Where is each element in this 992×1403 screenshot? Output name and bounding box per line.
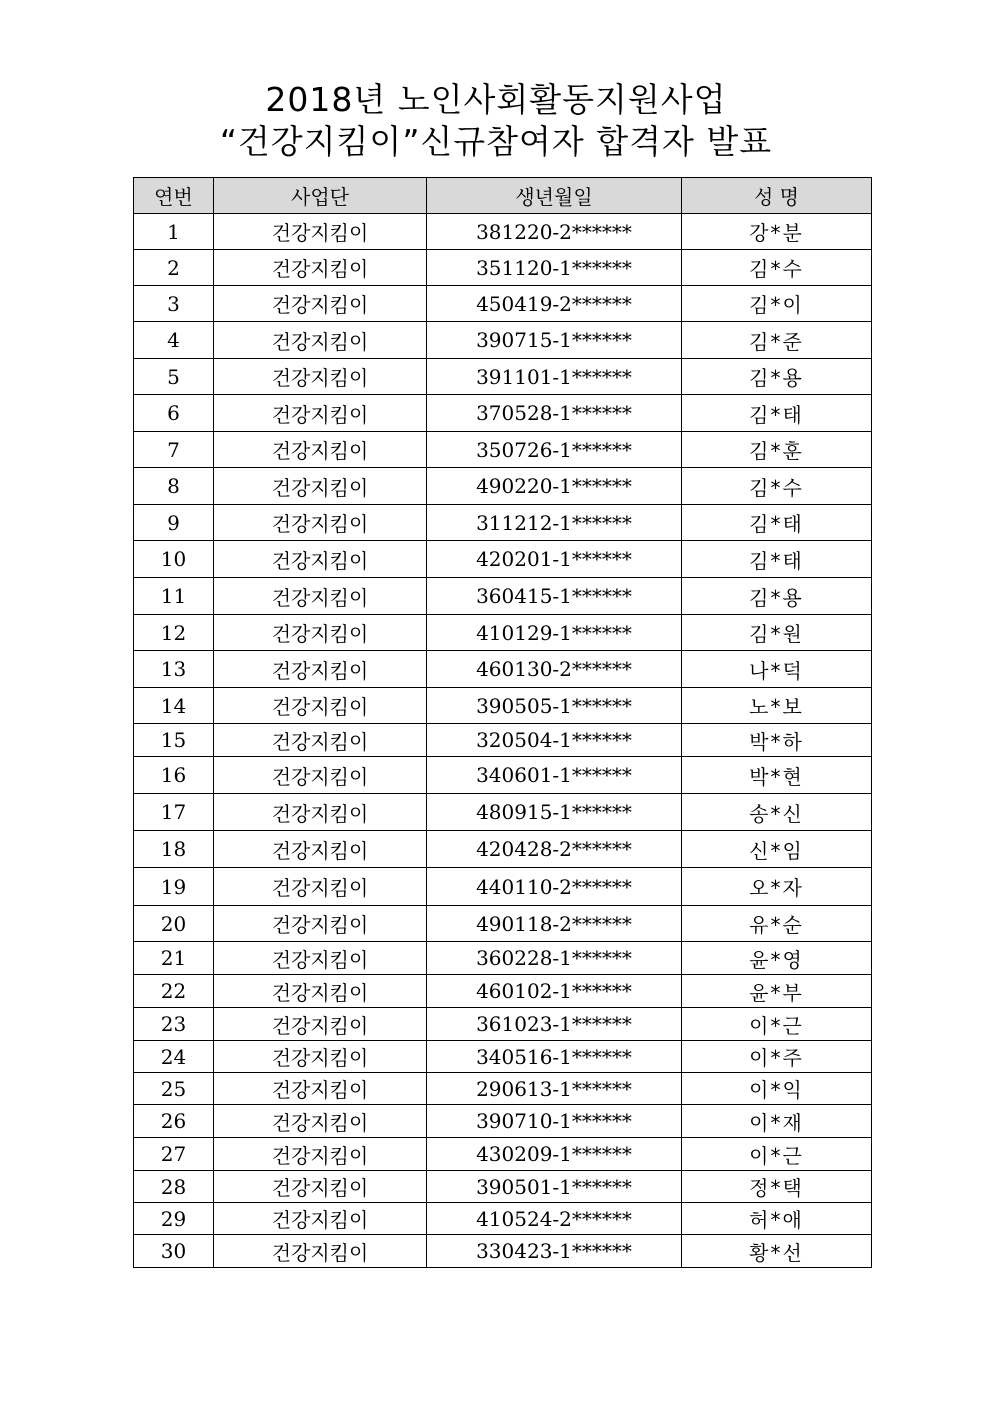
cell-program: 건강지킴이 (214, 1235, 427, 1268)
table-row (134, 794, 872, 831)
table-row (134, 286, 872, 322)
cell-name: 이*근 (682, 1138, 872, 1171)
table-row (134, 322, 872, 359)
cell-serial-number: 29 (134, 1203, 214, 1235)
cell-program: 건강지킴이 (214, 724, 427, 757)
cell-birthdate: 390715-1****** (427, 322, 682, 359)
cell-serial-number: 2 (134, 250, 214, 286)
cell-birthdate: 330423-1****** (427, 1235, 682, 1268)
table-row (134, 1041, 872, 1073)
cell-serial-number: 25 (134, 1073, 214, 1105)
cell-name: 이*근 (682, 1008, 872, 1041)
cell-program: 건강지킴이 (214, 1073, 427, 1105)
table-row (134, 975, 872, 1008)
cell-birthdate: 360415-1****** (427, 578, 682, 615)
cell-serial-number: 12 (134, 615, 214, 651)
cell-serial-number: 23 (134, 1008, 214, 1041)
document-title-line-2: “건강지킴이”신규참여자 합격자 발표 (219, 122, 773, 161)
document-title-line-1: 2018년 노인사회활동지원사업 (265, 80, 727, 119)
cell-serial-number: 13 (134, 651, 214, 688)
cell-birthdate: 381220-2****** (427, 214, 682, 250)
cell-serial-number: 24 (134, 1041, 214, 1073)
cell-name: 김*수 (682, 468, 872, 505)
cell-program: 건강지킴이 (214, 1041, 427, 1073)
cell-name: 김*수 (682, 250, 872, 286)
cell-serial-number: 21 (134, 942, 214, 975)
cell-program: 건강지킴이 (214, 468, 427, 505)
cell-serial-number: 7 (134, 432, 214, 468)
cell-serial-number: 26 (134, 1105, 214, 1138)
cell-name: 윤*영 (682, 942, 872, 975)
cell-birthdate: 430209-1****** (427, 1138, 682, 1171)
header-program: 사업단 (214, 178, 427, 214)
table-row (134, 906, 872, 942)
cell-program: 건강지킴이 (214, 1138, 427, 1171)
table-row (134, 432, 872, 468)
cell-name: 이*주 (682, 1041, 872, 1073)
cell-serial-number: 16 (134, 757, 214, 794)
cell-program: 건강지킴이 (214, 615, 427, 651)
cell-name: 오*자 (682, 868, 872, 906)
cell-program: 건강지킴이 (214, 250, 427, 286)
table-row (134, 468, 872, 505)
table-row (134, 615, 872, 651)
cell-serial-number: 11 (134, 578, 214, 615)
cell-program: 건강지킴이 (214, 975, 427, 1008)
cell-birthdate: 340601-1****** (427, 757, 682, 794)
cell-birthdate: 460102-1****** (427, 975, 682, 1008)
cell-name: 김*태 (682, 541, 872, 578)
table-row (134, 1171, 872, 1203)
cell-birthdate: 440110-2****** (427, 868, 682, 906)
cell-program: 건강지킴이 (214, 757, 427, 794)
cell-name: 이*재 (682, 1105, 872, 1138)
cell-serial-number: 8 (134, 468, 214, 505)
cell-serial-number: 1 (134, 214, 214, 250)
cell-program: 건강지킴이 (214, 214, 427, 250)
cell-name: 나*덕 (682, 651, 872, 688)
table-row (134, 1008, 872, 1041)
cell-serial-number: 10 (134, 541, 214, 578)
cell-name: 강*분 (682, 214, 872, 250)
cell-birthdate: 410524-2****** (427, 1203, 682, 1235)
table-row (134, 541, 872, 578)
cell-birthdate: 391101-1****** (427, 359, 682, 395)
cell-birthdate: 420428-2****** (427, 831, 682, 868)
table-header (134, 178, 872, 214)
table-row (134, 1105, 872, 1138)
cell-birthdate: 351120-1****** (427, 250, 682, 286)
table-row (134, 942, 872, 975)
cell-birthdate: 361023-1****** (427, 1008, 682, 1041)
cell-birthdate: 460130-2****** (427, 651, 682, 688)
cell-name: 박*하 (682, 724, 872, 757)
table-row (134, 1235, 872, 1268)
cell-birthdate: 320504-1****** (427, 724, 682, 757)
cell-program: 건강지킴이 (214, 359, 427, 395)
cell-birthdate: 420201-1****** (427, 541, 682, 578)
cell-name: 이*익 (682, 1073, 872, 1105)
cell-birthdate: 490118-2****** (427, 906, 682, 942)
cell-name: 박*현 (682, 757, 872, 794)
table-row (134, 1073, 872, 1105)
cell-name: 윤*부 (682, 975, 872, 1008)
cell-program: 건강지킴이 (214, 942, 427, 975)
cell-name: 김*태 (682, 395, 872, 432)
cell-program: 건강지킴이 (214, 1203, 427, 1235)
cell-program: 건강지킴이 (214, 505, 427, 541)
cell-birthdate: 311212-1****** (427, 505, 682, 541)
cell-name: 김*훈 (682, 432, 872, 468)
cell-serial-number: 20 (134, 906, 214, 942)
cell-program: 건강지킴이 (214, 1008, 427, 1041)
cell-serial-number: 14 (134, 688, 214, 724)
cell-program: 건강지킴이 (214, 868, 427, 906)
cell-name: 김*준 (682, 322, 872, 359)
cell-program: 건강지킴이 (214, 578, 427, 615)
cell-serial-number: 22 (134, 975, 214, 1008)
cell-serial-number: 28 (134, 1171, 214, 1203)
table-body (134, 214, 872, 1268)
cell-program: 건강지킴이 (214, 651, 427, 688)
cell-program: 건강지킴이 (214, 906, 427, 942)
cell-birthdate: 360228-1****** (427, 942, 682, 975)
cell-program: 건강지킴이 (214, 322, 427, 359)
cell-serial-number: 5 (134, 359, 214, 395)
cell-birthdate: 390710-1****** (427, 1105, 682, 1138)
table-row (134, 214, 872, 250)
cell-name: 송*신 (682, 794, 872, 831)
cell-serial-number: 6 (134, 395, 214, 432)
cell-birthdate: 480915-1****** (427, 794, 682, 831)
cell-serial-number: 27 (134, 1138, 214, 1171)
cell-serial-number: 17 (134, 794, 214, 831)
cell-serial-number: 9 (134, 505, 214, 541)
cell-program: 건강지킴이 (214, 1105, 427, 1138)
cell-serial-number: 19 (134, 868, 214, 906)
cell-serial-number: 15 (134, 724, 214, 757)
cell-name: 김*이 (682, 286, 872, 322)
cell-birthdate: 350726-1****** (427, 432, 682, 468)
table-row (134, 359, 872, 395)
table-row (134, 505, 872, 541)
cell-program: 건강지킴이 (214, 794, 427, 831)
cell-program: 건강지킴이 (214, 286, 427, 322)
cell-name: 김*용 (682, 359, 872, 395)
cell-program: 건강지킴이 (214, 1171, 427, 1203)
cell-name: 황*선 (682, 1235, 872, 1268)
cell-program: 건강지킴이 (214, 395, 427, 432)
cell-birthdate: 390501-1****** (427, 1171, 682, 1203)
cell-birthdate: 390505-1****** (427, 688, 682, 724)
cell-serial-number: 18 (134, 831, 214, 868)
header-name: 성 명 (682, 178, 872, 214)
cell-serial-number: 3 (134, 286, 214, 322)
cell-name: 김*원 (682, 615, 872, 651)
table-row (134, 831, 872, 868)
cell-program: 건강지킴이 (214, 432, 427, 468)
cell-birthdate: 450419-2****** (427, 286, 682, 322)
table-row (134, 250, 872, 286)
table-row (134, 651, 872, 688)
cell-serial-number: 4 (134, 322, 214, 359)
cell-program: 건강지킴이 (214, 541, 427, 578)
table-row (134, 757, 872, 794)
cell-program: 건강지킴이 (214, 831, 427, 868)
table-row (134, 868, 872, 906)
table-row (134, 724, 872, 757)
cell-name: 김*태 (682, 505, 872, 541)
table-row (134, 578, 872, 615)
cell-birthdate: 340516-1****** (427, 1041, 682, 1073)
cell-name: 정*택 (682, 1171, 872, 1203)
applicant-table (133, 177, 872, 1268)
header-row (134, 178, 872, 214)
cell-program: 건강지킴이 (214, 688, 427, 724)
cell-birthdate: 290613-1****** (427, 1073, 682, 1105)
table-row (134, 1203, 872, 1235)
cell-name: 허*애 (682, 1203, 872, 1235)
table-row (134, 1138, 872, 1171)
header-birthdate: 생년월일 (427, 178, 682, 214)
cell-birthdate: 490220-1****** (427, 468, 682, 505)
header-serial-number: 연번 (134, 178, 214, 214)
cell-birthdate: 410129-1****** (427, 615, 682, 651)
cell-name: 노*보 (682, 688, 872, 724)
table-row (134, 395, 872, 432)
cell-serial-number: 30 (134, 1235, 214, 1268)
cell-name: 유*순 (682, 906, 872, 942)
table-row (134, 688, 872, 724)
cell-name: 김*용 (682, 578, 872, 615)
cell-birthdate: 370528-1****** (427, 395, 682, 432)
cell-name: 신*임 (682, 831, 872, 868)
